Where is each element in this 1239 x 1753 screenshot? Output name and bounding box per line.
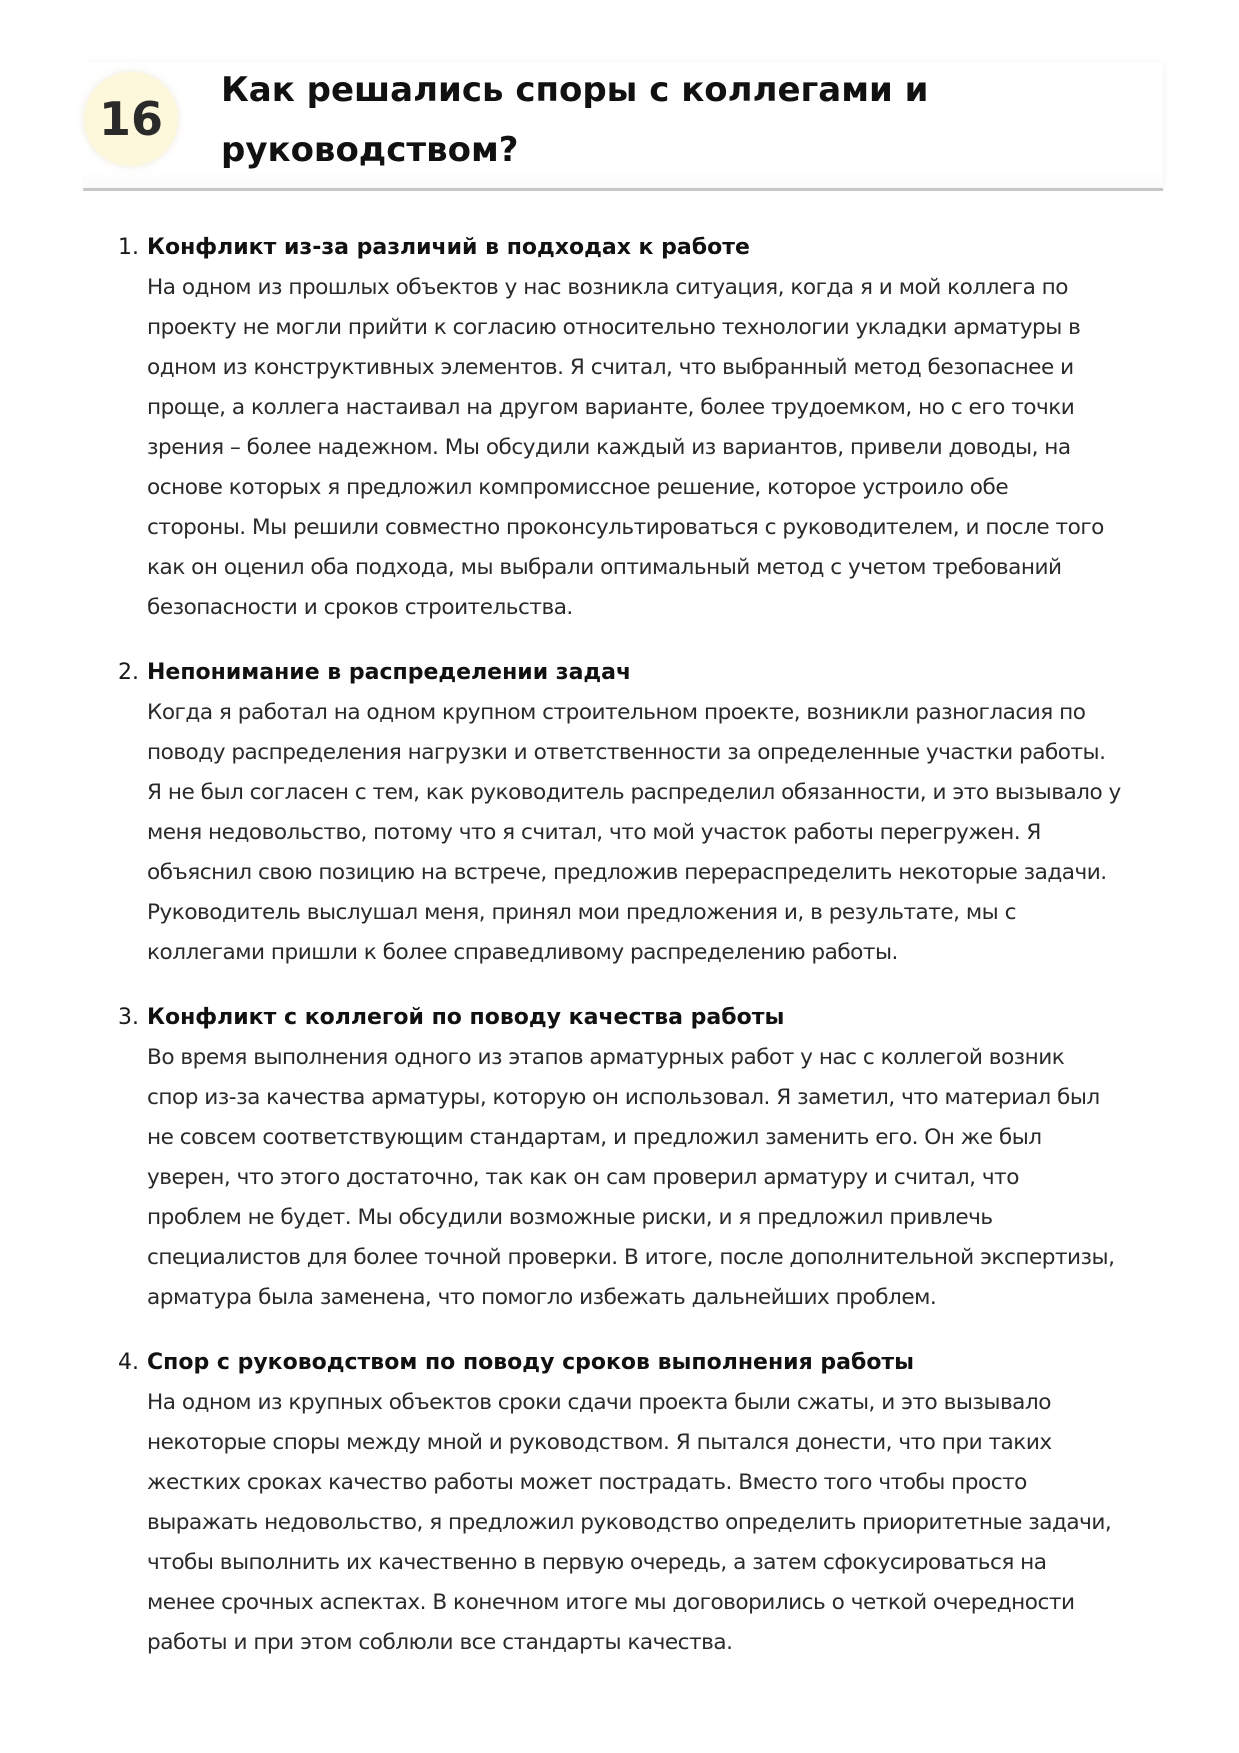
body-line: одном из конструктивных элементов. Я считал, что выбранный метод безопаснее и (147, 355, 1074, 380)
body-line: менее срочных аспектах. В конечном итоге мы договорились о четкой очередности (147, 1590, 1075, 1615)
list-item-number: 4. (118, 1350, 139, 1375)
body-line: Руководитель выслушал меня, принял мои предложения и, в результате, мы с (147, 900, 1016, 925)
body-line: коллегами пришли к более справедливому распределению работы. (147, 940, 898, 965)
body-line: На одном из прошлых объектов у нас возникла ситуация, когда я и мой коллега по (147, 275, 1069, 300)
list-item-number: 1. (118, 235, 139, 260)
body-line: не совсем соответствующим стандартам, и предложил заменить его. Он же был (147, 1125, 1042, 1150)
list-item-title: Конфликт из-за различий в подходах к работе (147, 235, 750, 260)
body-line: основе которых я предложил компромиссное решение, которое устроило обе (147, 475, 1009, 500)
body-line: проблем не будет. Мы обсудили возможные риски, и я предложил привлечь (147, 1205, 993, 1230)
body-line: зрения – более надежном. Мы обсудили каждый из вариантов, привели доводы, на (147, 435, 1071, 460)
list-item-number: 2. (118, 660, 139, 685)
body-line: жестких сроках качество работы может пострадать. Вместо того чтобы просто (147, 1470, 1027, 1495)
body-line: Во время выполнения одного из этапов арматурных работ у нас с коллегой возник (147, 1045, 1065, 1070)
body-line: выражать недовольство, я предложил руководство определить приоритетные задачи, (147, 1510, 1112, 1535)
body-line: уверен, что этого достаточно, так как он сам проверил арматуру и считал, что (147, 1165, 1019, 1190)
list-item-title: Конфликт с коллегой по поводу качества работы (147, 1005, 785, 1030)
body-line: стороны. Мы решили совместно проконсультироваться с руководителем, и после того (147, 515, 1104, 540)
body-line: проекту не могли прийти к согласию относительно технологии укладки арматуры в (147, 315, 1081, 340)
list-item-title: Непонимание в распределении задач (147, 660, 632, 685)
list-item (118, 998, 1168, 1318)
answer-list (118, 228, 1168, 1688)
list-item-body (147, 1038, 1177, 1318)
body-line: некоторые споры между мной и руководством. Я пытался донести, что при таких (147, 1430, 1052, 1455)
list-item-body (147, 693, 1177, 973)
body-line: меня недовольство, потому что я считал, что мой участок работы перегружен. Я (147, 820, 1041, 845)
list-item-body (147, 1383, 1177, 1663)
body-line: поводу распределения нагрузки и ответственности за определенные участки работы. (147, 740, 1106, 765)
body-line: спор из-за качества арматуры, которую он использовал. Я заметил, что материал был (147, 1085, 1100, 1110)
body-line: проще, а коллега настаивал на другом варианте, более трудоемком, но с его точки (147, 395, 1075, 420)
page-title (221, 60, 1101, 180)
list-item-number: 3. (118, 1005, 139, 1030)
body-line: Я не был согласен с тем, как руководитель распределил обязанности, и это вызывало у (147, 780, 1121, 805)
list-item (118, 1343, 1168, 1663)
list-item (118, 653, 1168, 973)
page-title-line-2: руководством? (221, 130, 519, 170)
body-line: объяснил свою позицию на встрече, предложив перераспределить некоторые задачи. (147, 860, 1107, 885)
body-line: как он оценил оба подхода, мы выбрали оптимальный метод с учетом требований (147, 555, 1062, 580)
body-line: чтобы выполнить их качественно в первую очередь, а затем сфокусироваться на (147, 1550, 1047, 1575)
page-title-line-1: Как решались споры с коллегами и (221, 70, 929, 110)
body-line: безопасности и сроков строительства. (147, 595, 573, 620)
body-line: работы и при этом соблюли все стандарты качества. (147, 1630, 733, 1655)
body-line: Когда я работал на одном крупном строительном проекте, возникли разногласия по (147, 700, 1086, 725)
list-item-body (147, 268, 1177, 628)
body-line: арматура была заменена, что помогло избежать дальнейших проблем. (147, 1285, 937, 1310)
section-number-badge: 16 (84, 72, 178, 166)
list-item (118, 228, 1168, 628)
body-line: специалистов для более точной проверки. В итоге, после дополнительной экспертизы, (147, 1245, 1115, 1270)
body-line: На одном из крупных объектов сроки сдачи проекта были сжаты, и это вызывало (147, 1390, 1051, 1415)
list-item-title: Спор с руководством по поводу сроков выполнения работы (147, 1350, 915, 1375)
